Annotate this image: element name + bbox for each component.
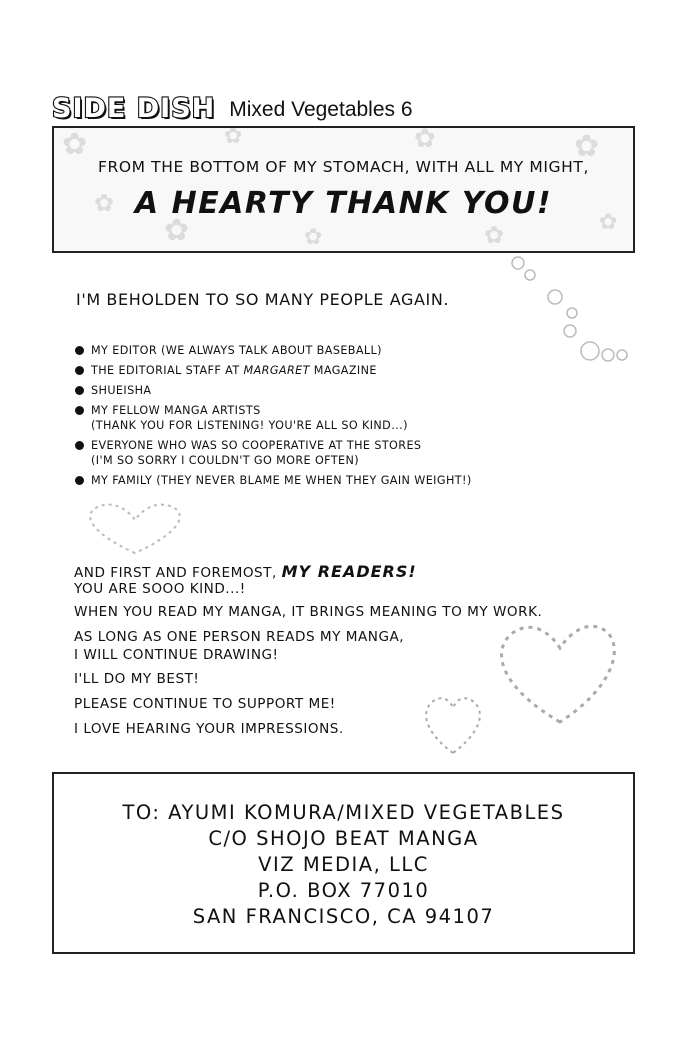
list-item-note: (I'M SO SORRY I COULDN'T GO MORE OFTEN): [91, 454, 360, 467]
list-item-text: SHUEISHA: [91, 384, 152, 397]
address-line: P.O. BOX 77010: [257, 879, 430, 902]
address-box: [52, 772, 635, 954]
bullet-icon: [75, 346, 84, 355]
flower-icon: ✿: [414, 126, 436, 154]
list-item-text: MY FELLOW MANGA ARTISTS: [91, 404, 261, 417]
thanks-list: [75, 343, 472, 493]
flower-icon: ✿: [224, 126, 243, 149]
bubble-decoration: [500, 255, 640, 375]
intro-text: I'M BEHOLDEN TO SO MANY PEOPLE AGAIN.: [76, 290, 450, 309]
flower-icon: ✿: [164, 213, 190, 248]
readers-line: I WILL CONTINUE DRAWING!: [74, 647, 279, 663]
readers-line: YOU ARE SOOO KIND...!: [74, 581, 246, 597]
flower-icon: ✿: [62, 127, 88, 162]
thanks-heading: A HEARTY THANK YOU!: [134, 186, 553, 221]
thanks-subheading: FROM THE BOTTOM OF MY STOMACH, WITH ALL MY MIGHT,: [97, 158, 590, 176]
list-item-text: EVERYONE WHO WAS SO COOPERATIVE AT THE STORES: [91, 439, 422, 452]
bullet-icon: [75, 441, 84, 450]
list-item-text: MY FAMILY (THEY NEVER BLAME ME WHEN THEY GAIN WEIGHT!): [91, 474, 472, 487]
readers-text: AND FIRST AND FOREMOST,: [74, 565, 277, 581]
readers-line: PLEASE CONTINUE TO SUPPORT ME!: [74, 696, 336, 712]
flower-icon: ✿: [304, 225, 323, 250]
list-item-note: (THANK YOU FOR LISTENING! YOU'RE ALL SO KIND...): [91, 419, 408, 432]
list-item-text: MY EDITOR (WE ALWAYS TALK ABOUT BASEBALL): [91, 344, 382, 357]
bullet-icon: [75, 476, 84, 485]
address-line: VIZ MEDIA, LLC: [258, 853, 429, 876]
bullet-icon: [75, 366, 84, 375]
mailing-address: [54, 800, 633, 930]
address-line: SAN FRANCISCO, CA 94107: [192, 905, 495, 928]
chapter-subtitle: Mixed Vegetables 6: [229, 98, 413, 121]
magazine-name: MARGARET: [243, 364, 310, 377]
address-line: TO: AYUMI KOMURA/MIXED VEGETABLES: [122, 801, 565, 824]
heart-decoration: [418, 688, 488, 758]
page-header: [52, 84, 413, 124]
readers-line: I'LL DO MY BEST!: [74, 671, 200, 687]
list-item-text: THE EDITORIAL STAFF AT: [91, 364, 240, 377]
list-item: [75, 403, 472, 433]
side-dish-logo: SIDE DISH: [52, 93, 216, 124]
list-item: [75, 438, 472, 468]
thank-you-box: [52, 126, 635, 253]
flower-icon: ✿: [574, 129, 600, 164]
readers-line: WHEN YOU READ MY MANGA, IT BRINGS MEANING TO MY WORK.: [74, 604, 543, 620]
heart-decoration: [70, 498, 200, 558]
flower-icon: ✿: [484, 221, 505, 249]
readers-line: I LOVE HEARING YOUR IMPRESSIONS.: [74, 721, 344, 737]
flower-icon: ✿: [599, 210, 618, 235]
address-line: C/O SHOJO BEAT MANGA: [208, 827, 479, 850]
list-item: [75, 473, 472, 488]
list-item: [75, 363, 472, 378]
list-item-text: MAGAZINE: [313, 364, 377, 377]
list-item: [75, 383, 472, 398]
readers-emphasis: MY READERS!: [281, 562, 417, 581]
bullet-icon: [75, 386, 84, 395]
heart-decoration: [485, 610, 625, 730]
flower-icon: ✿: [94, 189, 115, 217]
readers-line: AS LONG AS ONE PERSON READS MY MANGA,: [74, 629, 405, 645]
list-item: [75, 343, 472, 358]
bullet-icon: [75, 406, 84, 415]
